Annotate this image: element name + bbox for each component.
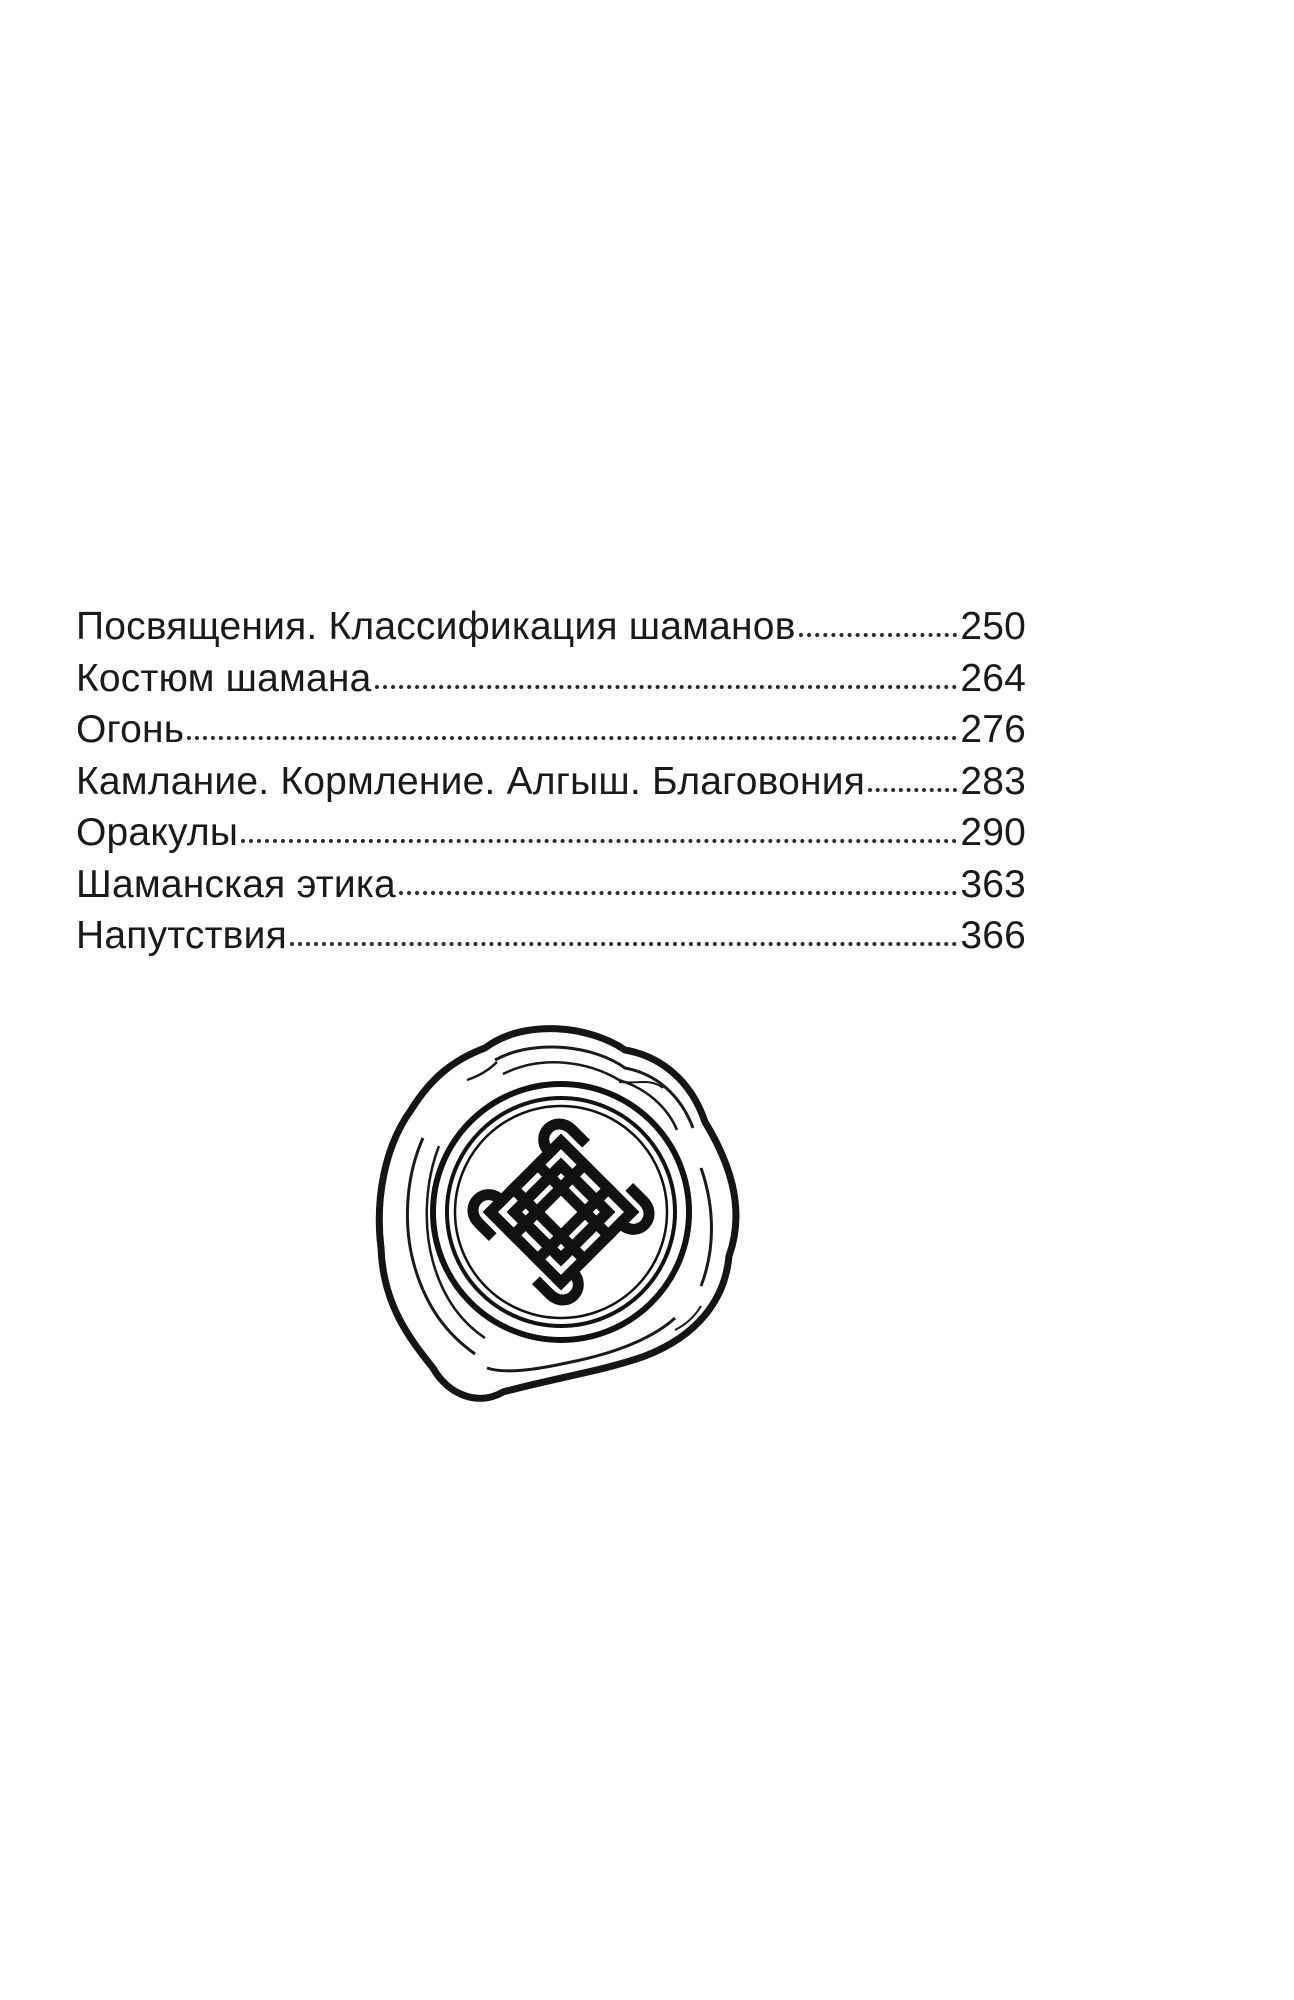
toc-entry-title: Шаманская этика bbox=[76, 862, 396, 906]
toc-entry-page: 250 bbox=[960, 605, 1026, 648]
toc-entry-title: Оракулы bbox=[76, 811, 239, 854]
toc-entry-title: Напутствия bbox=[76, 914, 287, 957]
dot-leader bbox=[399, 885, 957, 895]
toc-entry-page: 290 bbox=[960, 811, 1026, 854]
toc-entry bbox=[76, 807, 1026, 859]
dot-leader bbox=[375, 679, 958, 689]
toc-entry bbox=[76, 859, 1026, 911]
table-of-contents bbox=[76, 601, 1026, 962]
toc-entry bbox=[76, 704, 1026, 756]
toc-entry-page: 363 bbox=[960, 862, 1026, 906]
endless-knot-wax-seal-icon bbox=[375, 1018, 747, 1408]
toc-entry-page: 276 bbox=[960, 708, 1026, 751]
dot-leader bbox=[290, 936, 957, 946]
toc-entry bbox=[76, 653, 1026, 705]
toc-entry-title: Огонь bbox=[76, 708, 185, 751]
dot-leader bbox=[241, 833, 957, 843]
toc-entry-page: 264 bbox=[960, 656, 1026, 700]
toc-entry-title: Камлание. Кормление. Алгыш. Благовония bbox=[76, 759, 866, 803]
toc-entry bbox=[76, 601, 1026, 653]
dot-leader bbox=[187, 730, 957, 740]
toc-entry-title: Костюм шамана bbox=[76, 656, 372, 700]
toc-entry bbox=[76, 910, 1026, 962]
toc-entry-title: Посвящения. Классификация шаманов bbox=[76, 605, 796, 648]
toc-entry-page: 283 bbox=[960, 759, 1026, 803]
toc-entry-page: 366 bbox=[960, 914, 1026, 957]
dot-leader bbox=[868, 782, 957, 792]
toc-entry bbox=[76, 756, 1026, 808]
dot-leader bbox=[799, 627, 958, 637]
